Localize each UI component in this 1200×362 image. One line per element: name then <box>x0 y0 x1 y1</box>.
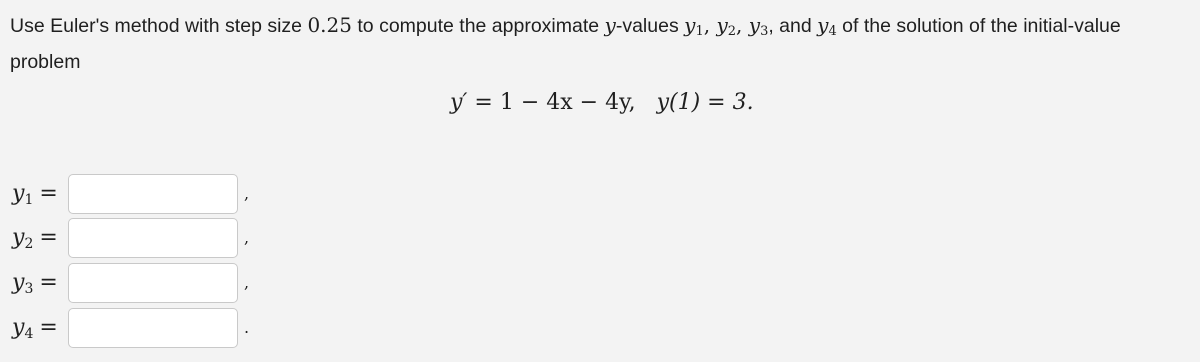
y3-symbol: $y_3$ <box>748 13 769 39</box>
answer-row-y4 <box>0 308 300 348</box>
problem-text-end: of the solution of the initial-value problem <box>10 15 1121 73</box>
y2-answer-input[interactable] <box>68 218 238 258</box>
y1-answer-input[interactable] <box>68 174 238 214</box>
answer-punct-y1: , <box>244 184 250 203</box>
answer-label-y3: $y_3$ = <box>12 270 58 297</box>
answer-punct-y2: , <box>244 228 250 247</box>
problem-text-intro: Use Euler's method with step size <box>10 15 308 37</box>
differential-equation <box>450 90 754 115</box>
step-size-value: 0.25 <box>307 13 352 37</box>
answer-label-y2: $y_2$ = <box>12 225 58 252</box>
answer-row-y3 <box>0 263 300 303</box>
answer-row-y1 <box>0 174 300 214</box>
answer-label-y4: $y_4$ = <box>12 315 58 342</box>
equation-lhs: y′ <box>450 90 468 115</box>
problem-statement: Use Euler's method with step size 0.25 to compute the approximate y-values $y_1$, $y_2$, $y_3$, and $y_4$ of the solution of the initial-value problem <box>10 13 1121 73</box>
y2-symbol: $y_2$ <box>716 13 737 39</box>
equation-rhs: = 1 − 4x − 4y, <box>467 90 636 115</box>
y4-answer-input[interactable] <box>68 308 238 348</box>
y-variable: y <box>604 13 616 37</box>
answer-label-y1: $y_1$ = <box>12 181 58 208</box>
answer-punct-y4: . <box>244 318 250 337</box>
answer-punct-y3: , <box>244 273 250 292</box>
initial-condition: y(1) = 3. <box>656 90 754 115</box>
y3-answer-input[interactable] <box>68 263 238 303</box>
y1-symbol: $y_1$ <box>684 13 704 39</box>
y4-symbol: $y_4$ <box>817 13 837 39</box>
problem-text-values: -values <box>615 15 685 37</box>
problem-text-middle: to compute the approximate <box>351 15 605 37</box>
answer-row-y2 <box>0 218 300 258</box>
